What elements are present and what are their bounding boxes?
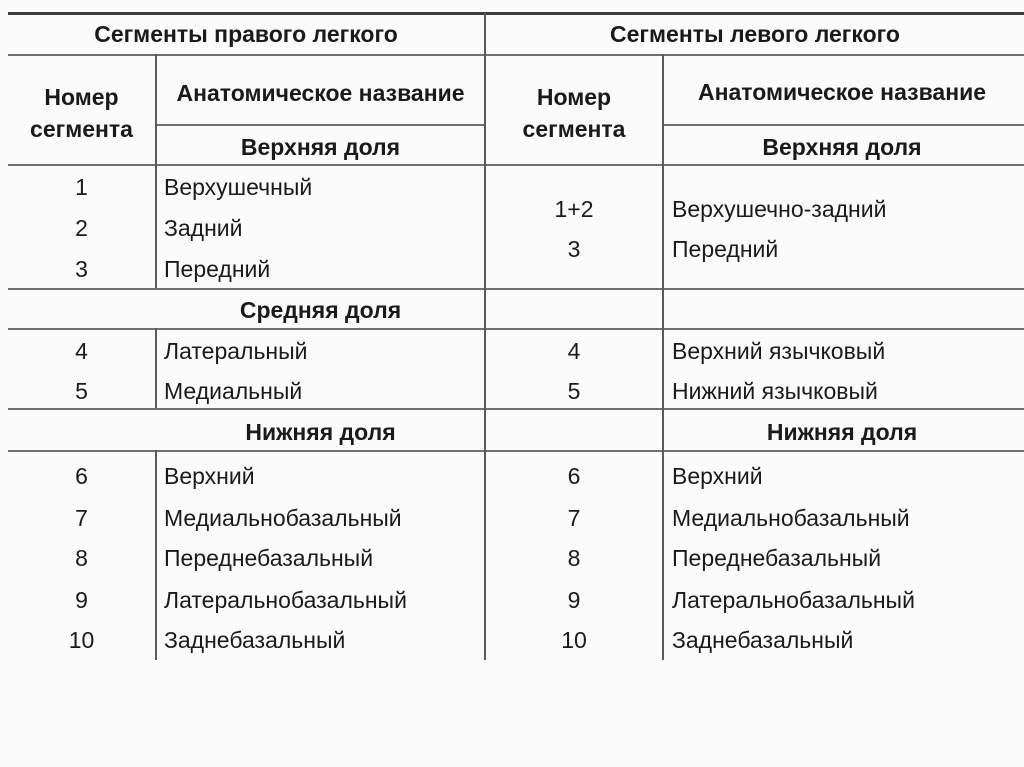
right-subheader-rule xyxy=(156,124,485,126)
right-lower-number: 9 xyxy=(75,587,88,613)
right-col-divider-upper xyxy=(155,164,157,288)
right-upper-name: Верхушечный xyxy=(164,174,313,200)
right-lower-number: 10 xyxy=(68,627,95,653)
right-upper-name: Задний xyxy=(164,215,243,241)
middle-label-rule xyxy=(8,328,1024,330)
right-lower-number: 8 xyxy=(75,545,88,571)
left-lingular-name: Нижний язычковый xyxy=(672,378,878,404)
right-middle-number: 4 xyxy=(75,338,88,364)
right-name-col-header: Анатомическое название xyxy=(176,80,465,106)
left-lower-name: Медиальнобазальный xyxy=(672,505,910,531)
right-lower-name: Верхний xyxy=(164,463,255,489)
left-lower-name: Заднебазальный xyxy=(672,627,854,653)
right-middle-lobe-label: Средняя доля xyxy=(239,297,402,323)
right-col-divider-middle xyxy=(155,328,157,408)
left-lower-number: 8 xyxy=(567,545,581,571)
right-upper-number: 1 xyxy=(75,174,88,200)
right-upper-number: 2 xyxy=(75,215,88,241)
header-bottom-rule xyxy=(8,164,1024,166)
left-lingular-number: 5 xyxy=(567,378,581,404)
left-upper-number: 1+2 xyxy=(554,196,594,222)
right-number-col-header-1: Номер xyxy=(44,84,119,110)
upper-section-rule xyxy=(8,288,1024,290)
right-lower-name: Переднебазальный xyxy=(164,545,374,571)
right-lower-name: Медиальнобазальный xyxy=(164,505,402,531)
right-upper-number: 3 xyxy=(75,256,88,282)
right-number-col-header-2: сегмента xyxy=(30,116,133,142)
left-lower-number: 6 xyxy=(567,463,581,489)
left-lung-title: Сегменты левого легкого xyxy=(610,21,900,47)
left-number-col-header-2: сегмента xyxy=(522,116,626,142)
left-lower-number: 7 xyxy=(567,505,581,531)
left-lingular-number: 4 xyxy=(567,338,581,364)
right-upper-lobe-label: Верхняя доля xyxy=(240,134,401,160)
right-col-divider-lower xyxy=(155,450,157,660)
left-lower-name: Латеральнобазальный xyxy=(672,587,915,613)
right-middle-name: Медиальный xyxy=(164,378,303,404)
right-upper-name: Передний xyxy=(164,256,271,282)
left-upper-number: 3 xyxy=(567,236,581,262)
middle-section-rule xyxy=(8,408,1024,410)
right-lower-number: 6 xyxy=(75,463,88,489)
left-upper-name: Верхушечно-задний xyxy=(672,196,887,222)
left-lower-name: Переднебазальный xyxy=(672,545,882,571)
right-lower-lobe-label: Нижняя доля xyxy=(245,419,396,445)
left-upper-name: Передний xyxy=(672,236,779,262)
right-lung-title: Сегменты правого легкого xyxy=(94,21,398,47)
left-lower-name: Верхний xyxy=(672,463,763,489)
right-lower-name: Заднебазальный xyxy=(164,627,346,653)
lower-label-rule xyxy=(8,450,1024,452)
right-lower-name: Латеральнобазальный xyxy=(164,587,407,613)
left-lower-number: 10 xyxy=(561,627,587,653)
left-lower-number: 9 xyxy=(567,587,581,613)
left-lower-lobe-label: Нижняя доля xyxy=(766,419,918,445)
right-lower-number: 7 xyxy=(75,505,88,531)
left-name-col-header: Анатомическое название xyxy=(697,79,987,105)
right-middle-number: 5 xyxy=(75,378,88,404)
right-middle-name: Латеральный xyxy=(164,338,308,364)
left-upper-lobe-label: Верхняя доля xyxy=(762,134,922,160)
title-rule xyxy=(8,54,1024,56)
left-lingular-name: Верхний язычковый xyxy=(672,338,886,364)
table-top-rule xyxy=(8,12,1024,15)
left-number-col-header-1: Номер xyxy=(536,84,612,110)
left-subheader-rule xyxy=(663,124,1024,126)
